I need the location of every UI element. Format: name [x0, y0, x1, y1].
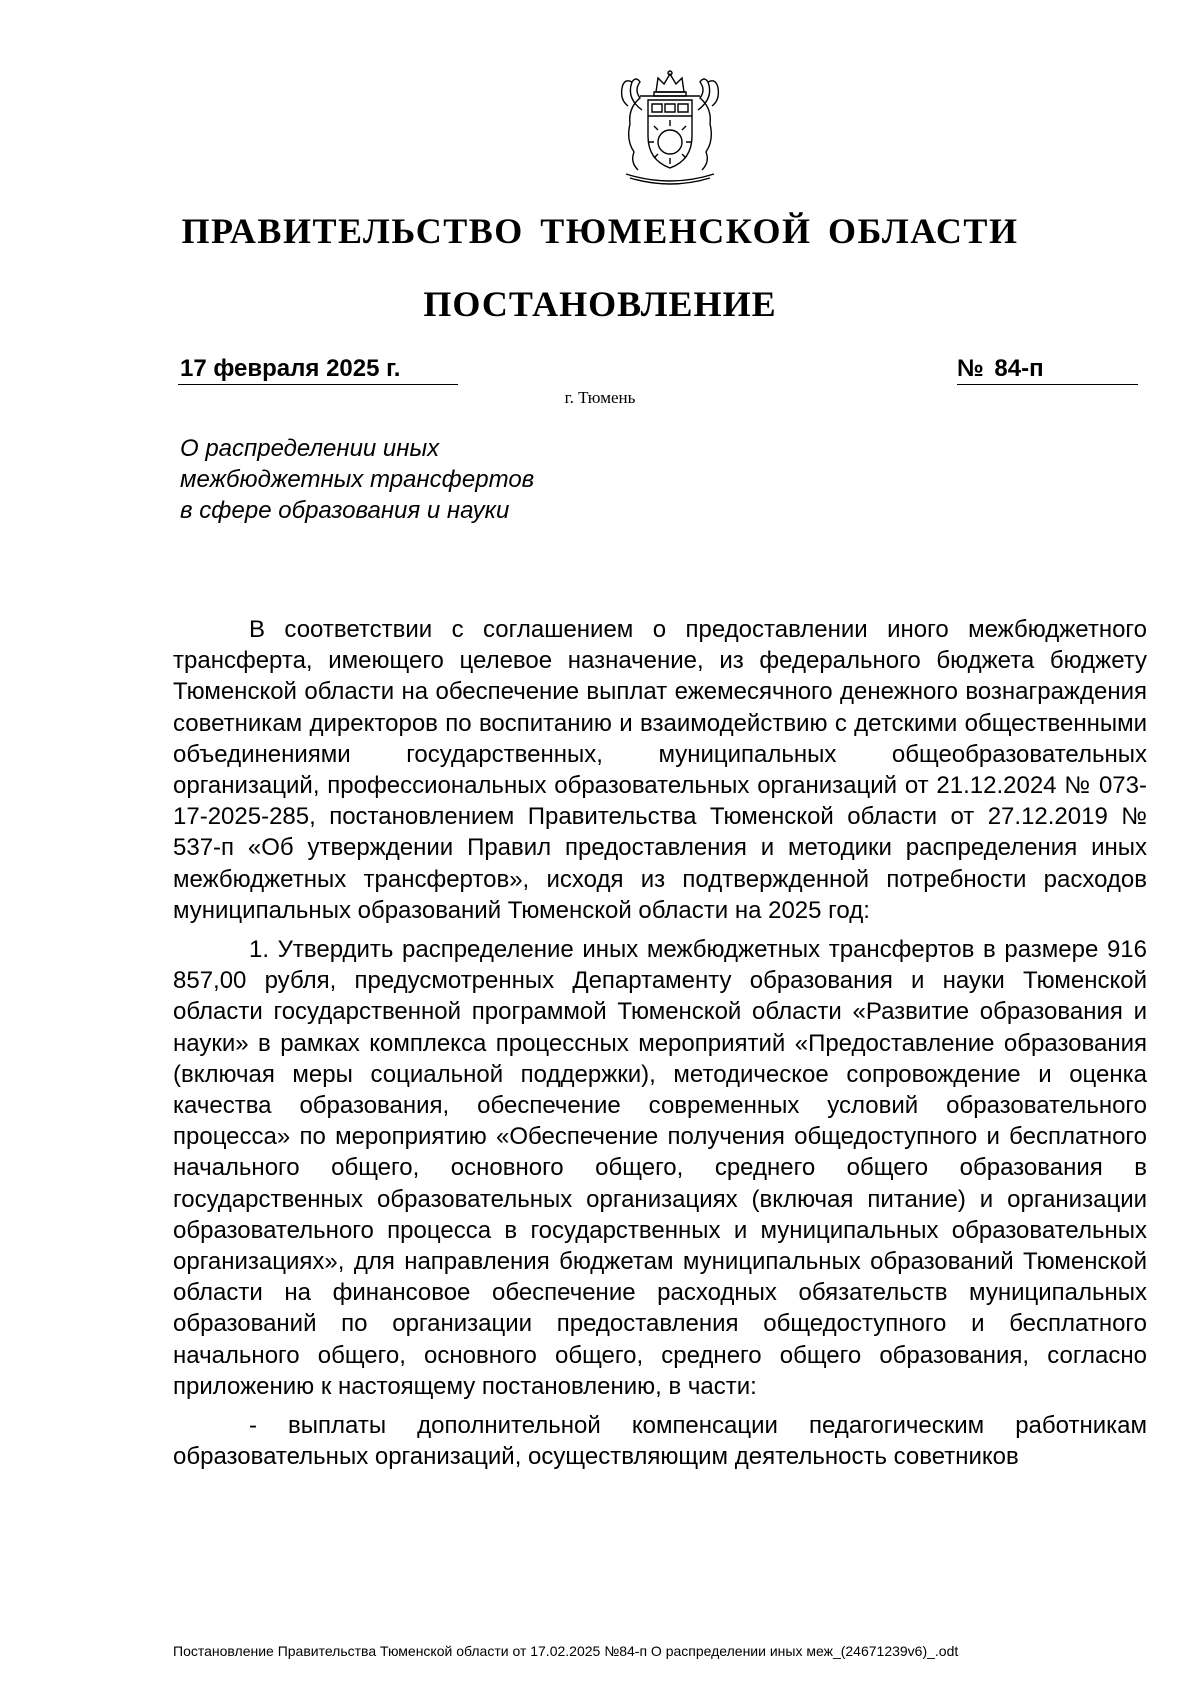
subject-line: в сфере образования и науки — [180, 497, 510, 524]
document-number: № 84-п — [957, 354, 1138, 385]
body-paragraph-item-1: 1. Утвердить распределение иных межбюджетных трансфертов в размере 916 857,00 рубля, предусмотренных Департаменту образования и науки Тюменской области государственной программой Тюменской области «Развитие образования и науки» в рамках комплекса процессных мероприятий «Предоставление образования (включая меры социальной поддержки), методическое сопровождение и оценка качества образования, обеспечение современных условий образовательного процесса» по мероприятию «Обеспечение получения общедоступного и бесплатного начального общего, основного общего, среднего общего образования в государственных образовательных организациях (включая питание) и организации образовательного процесса в государственных и муниципальных образовательных организациях», для направления бюджетам муниципальных образований Тюменской области на финансовое обеспечение расходных обязательств муниципальных образований по организации предоставления общедоступного и бесплатного начального общего, основного общего, среднего общего образования, согласно приложению к настоящему постановлению, в части: — [173, 936, 1147, 1400]
body-paragraph-preamble: В соответствии с соглашением о предоставлении иного межбюджетного трансферта, имеющего целевое назначение, из федерального бюджета бюджету Тюменской области на обеспечение выплат ежемесячного денежного вознаграждения советникам директоров по воспитанию и взаимодействию с детскими общественными объединениями государственных, муниципальных общеобразовательных организаций, профессиональных образовательных организаций от 21.12.2024 № 073-17-2025-285, постановлением Правительства Тюменской области от 27.12.2019 № 537-п «Об утверждении Правил предоставления и методики распределения иных межбюджетных трансфертов», исходя из подтвержденной потребности расходов муниципальных образований Тюменской области на 2025 год: — [173, 616, 1147, 924]
subject-line: межбюджетных трансфертов — [180, 466, 535, 493]
document-body — [173, 614, 1147, 1480]
document-city: г. Тюмень — [564, 388, 636, 407]
document-date: 17 февраля 2025 г. — [178, 354, 458, 385]
coat-of-arms-icon — [596, 70, 744, 188]
document-subject — [180, 433, 620, 526]
document-footer: Постановление Правительства Тюменской области от 17.02.2025 №84-п О распределении иных меж_(24671239v6)_.odt — [173, 1643, 959, 1659]
body-paragraph-subitem: - выплаты дополнительной компенсации педагогическим работникам образовательных организаций, осуществляющим деятельность советников — [173, 1412, 1147, 1471]
document-type: ПОСТАНОВЛЕНИЕ — [423, 284, 777, 324]
government-title: ПРАВИТЕЛЬСТВО ТЮМЕНСКОЙ ОБЛАСТИ — [181, 211, 1019, 251]
subject-line: О распределении иных — [180, 435, 440, 462]
